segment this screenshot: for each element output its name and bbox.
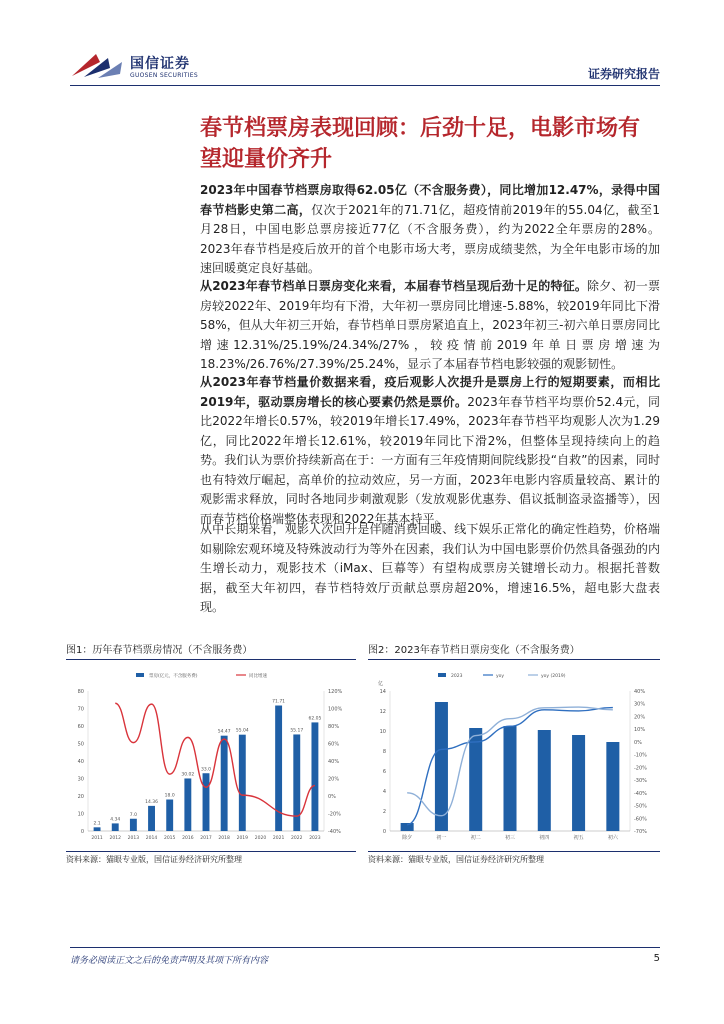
bar-data-label: 30.02 bbox=[181, 772, 195, 778]
figure-1-title-rule bbox=[66, 659, 356, 660]
y-tick-label: 50 bbox=[77, 741, 84, 748]
bar-mark bbox=[130, 819, 137, 831]
figure-1-source-rule bbox=[66, 851, 356, 852]
bar-data-label: 55.04 bbox=[235, 728, 249, 734]
paragraph-3 bbox=[200, 373, 660, 529]
y2-tick-label: 80% bbox=[328, 724, 340, 730]
y2-tick-label: 40% bbox=[328, 759, 340, 765]
page-number: 5 bbox=[653, 953, 660, 964]
x-tick-label: 初三 bbox=[504, 835, 516, 841]
y2-tick-label: 10% bbox=[634, 727, 646, 734]
x-tick-label: 2011 bbox=[91, 836, 103, 841]
figure-1-title: 图1：历年春节档票房情况（不含服务费） bbox=[66, 645, 253, 656]
y-tick-label: 0 bbox=[80, 829, 84, 835]
bar-data-label: 4.34 bbox=[110, 817, 121, 823]
y-tick-label: 4 bbox=[382, 789, 386, 795]
figure-1-chart bbox=[66, 665, 356, 849]
y-tick-label: 14 bbox=[379, 689, 386, 695]
bar-data-label: 7.0 bbox=[129, 812, 137, 818]
y-tick-label: 20 bbox=[77, 794, 84, 800]
y-tick-label: 12 bbox=[379, 709, 386, 715]
paragraph-3-lead: 从2023年春节档量价数据来看，疫后观影人次提升是票房上行的短期要素，而相比2019年，驱动票房增长的核心要素仍然是票价。 bbox=[200, 375, 660, 409]
figure-1-source: 资料来源：猫眼专业版，国信证券经济研究所整理 bbox=[66, 855, 242, 864]
y2-tick-label: -40% bbox=[634, 790, 647, 797]
y2-tick-label: -40% bbox=[328, 829, 341, 835]
y-tick-label: 0 bbox=[382, 829, 386, 835]
bar-mark bbox=[221, 736, 228, 831]
x-tick-label: 2012 bbox=[109, 836, 121, 841]
report-type-label: 证券研究报告 bbox=[587, 67, 660, 81]
x-tick-label: 2019 bbox=[236, 836, 249, 841]
bar-mark bbox=[311, 722, 318, 831]
legend-swatch-bar bbox=[438, 673, 446, 677]
x-tick-label: 2021 bbox=[272, 836, 285, 841]
bar-mark bbox=[148, 806, 155, 831]
paragraph-2-text: 除夕、初一票房较2022年、2019年均有下滑，大年初一票房同比增速-5.88%，较2019年同比下滑58%，但从大年初三开始，春节档单日票房紧追直上，2023年初三-初六单日票房同比增速12.31%/25.19%/24.34%/27%，较疫情前2019年单日票房增速为18.23%/26.76%/27.39%/25.24%，显示了本届春节档电影较强的观影韧性。 bbox=[200, 279, 660, 371]
figure-2-title-rule bbox=[368, 659, 660, 660]
figure-2-title: 图2：2023年春节档日票房变化（不含服务费） bbox=[368, 645, 580, 656]
bar-data-label: 14.36 bbox=[145, 799, 158, 805]
footer-divider bbox=[70, 947, 660, 948]
company-name-en: GUOSEN SECURITIES bbox=[130, 72, 199, 79]
figure-2-chart bbox=[368, 665, 660, 849]
y-tick-label: 2 bbox=[382, 809, 386, 815]
x-tick-label: 初二 bbox=[470, 835, 481, 841]
y-tick-label: 40 bbox=[77, 759, 84, 765]
y-tick-label: 60 bbox=[77, 724, 84, 730]
y-tick-label: 6 bbox=[382, 769, 386, 775]
bar-mark bbox=[538, 730, 551, 831]
y-tick-label: 10 bbox=[379, 729, 386, 735]
paragraph-4 bbox=[200, 520, 660, 618]
x-tick-label: 2015 bbox=[163, 836, 176, 841]
y2-tick-label: 120% bbox=[328, 689, 343, 695]
y2-tick-label: -20% bbox=[328, 811, 341, 818]
y-tick-label: 10 bbox=[77, 811, 84, 818]
y2-tick-label: 20% bbox=[328, 776, 340, 783]
y2-tick-label: -50% bbox=[634, 803, 647, 810]
bar-mark bbox=[203, 773, 210, 831]
bar-mark bbox=[469, 728, 482, 831]
bar-data-label: 54.47 bbox=[217, 729, 231, 735]
y-tick-label: 70 bbox=[77, 706, 84, 713]
bar-mark bbox=[239, 735, 246, 831]
y-tick-label: 80 bbox=[77, 689, 84, 695]
figure-2 bbox=[368, 641, 660, 871]
x-tick-label: 2013 bbox=[127, 836, 140, 841]
bar-mark bbox=[572, 735, 585, 831]
legend-label: 票房(亿元，不含服务费) bbox=[149, 674, 198, 679]
x-tick-label: 2017 bbox=[200, 836, 212, 841]
bar-mark bbox=[435, 702, 448, 831]
figure-2-source-rule bbox=[368, 851, 660, 852]
y2-tick-label: -20% bbox=[634, 765, 647, 772]
legend-label: yoy (2019) bbox=[541, 674, 566, 679]
disclaimer-note: 请务必阅读正文之后的免责声明及其项下所有内容 bbox=[70, 956, 269, 966]
bar-mark bbox=[94, 827, 101, 831]
paragraph-2-lead: 从2023年春节档单日票房变化来看，本届春节档呈现后劲十足的特征。 bbox=[200, 279, 588, 293]
bar-mark bbox=[503, 726, 516, 831]
header-divider bbox=[70, 85, 660, 86]
figure-2-source: 资料来源：猫眼专业版，国信证券经济研究所整理 bbox=[368, 855, 544, 864]
paragraph-3-text: 2023年春节档平均票价52.4元，同比2022年增长0.57%，较2019年增长17.49%，2023年春节档平均观影人次为1.29亿，同比2022年增长12.61%，较2019年同比下滑2%，但整体呈现持续向上的趋势。我们认为票价持续新高在于：一方面有三年疫情期间院线影投“自救”的因素，同时也有特效厅崛起，高单价的拉动效应，另一方面，2023年电影内容质量较高、累计的观影需求释放，同时各地同步刺激观影（发放观影优惠券、倡议抵制盗录盗播等），因而春节档价格端整体表现和2022年基本持平。 bbox=[200, 394, 660, 526]
y2-tick-label: -10% bbox=[634, 752, 647, 759]
x-tick-label: 2016 bbox=[182, 836, 194, 841]
x-tick-label: 初一 bbox=[436, 835, 447, 841]
y2-tick-label: 60% bbox=[328, 741, 340, 748]
x-tick-label: 初四 bbox=[539, 835, 550, 841]
guosen-logo-icon bbox=[70, 50, 124, 80]
page-header bbox=[70, 45, 660, 85]
y-tick-label: 30 bbox=[77, 776, 84, 783]
legend-label: 2023 bbox=[451, 674, 463, 679]
y2-tick-label: 100% bbox=[328, 706, 343, 713]
bar-data-label: 55.17 bbox=[290, 728, 304, 734]
legend-label: yoy bbox=[496, 674, 505, 679]
paragraph-4-text: 从中长期来看，观影人次回升是伴随消费回暖、线下娱乐正常化的确定性趋势，价格端如剔除宏观环境及特殊波动行为等外在因素，我们认为中国电影票价仍然具备强劲的内生增长动力，观影技术（iMax、巨幕等）有望构成票房关键增长动力。根据托普数据，截至大年初四，春节档特效厅贡献总票房超20%，增速16.5%，超电影大盘表现。 bbox=[200, 522, 660, 614]
x-tick-label: 2014 bbox=[145, 836, 158, 841]
x-tick-label: 2018 bbox=[218, 836, 230, 841]
x-tick-label: 2020 bbox=[254, 836, 267, 841]
bar-data-label: 2.1 bbox=[93, 821, 101, 827]
y2-tick-label: 30% bbox=[634, 701, 646, 708]
x-tick-label: 初六 bbox=[607, 835, 618, 841]
bar-mark bbox=[606, 742, 619, 831]
y2-tick-label: 40% bbox=[634, 689, 646, 695]
paragraph-1-text: 仅次于2021年的71.71亿，超疫情前2019年的55.04亿，截至1月28日，中国电影总票房接近77亿（不含服务费），约为2022全年票房的28%。2023年春节档是疫后放开的首个电影市场大考，票房成绩斐然，为全年电影市场的加速回暖奠定良好基础。 bbox=[200, 202, 660, 275]
y2-tick-label: 20% bbox=[634, 714, 646, 721]
y-axis-label: 亿 bbox=[378, 681, 384, 687]
bar-mark bbox=[166, 800, 173, 832]
bar-data-label: 71.71 bbox=[272, 699, 286, 705]
x-tick-label: 2023 bbox=[309, 836, 321, 841]
bar-mark bbox=[112, 823, 119, 831]
bar-mark bbox=[184, 778, 191, 831]
section-title: 春节档票房表现回顾：后劲十足，电影市场有望迎量价齐升 bbox=[200, 116, 641, 172]
y2-tick-label: -70% bbox=[634, 829, 647, 835]
y2-tick-label: 0% bbox=[634, 739, 642, 746]
legend-swatch-bar bbox=[136, 673, 144, 677]
paragraph-2 bbox=[200, 277, 660, 375]
y2-tick-label: -60% bbox=[634, 816, 647, 823]
y2-tick-label: -30% bbox=[634, 778, 647, 785]
bar-data-label: 18.0 bbox=[164, 793, 175, 799]
x-tick-label: 初五 bbox=[573, 835, 584, 841]
bar-data-label: 62.05 bbox=[308, 716, 322, 722]
legend-label: 同比增速 bbox=[249, 674, 267, 679]
figure-1 bbox=[66, 641, 356, 871]
bar-mark bbox=[401, 823, 414, 831]
bar-data-label: 33.0 bbox=[200, 767, 212, 773]
paragraph-1-lead: 2023年中国春节档票房取得62.05亿（不含服务费），同比增加12.47%，录得中国春节档影史第二高， bbox=[200, 183, 660, 217]
company-name-cn: 国信证券 bbox=[130, 56, 190, 72]
y2-tick-label: 0% bbox=[328, 794, 336, 800]
paragraph-1 bbox=[200, 181, 660, 279]
x-tick-label: 除夕 bbox=[402, 835, 413, 841]
x-tick-label: 2022 bbox=[291, 836, 303, 841]
y-tick-label: 8 bbox=[382, 749, 386, 755]
